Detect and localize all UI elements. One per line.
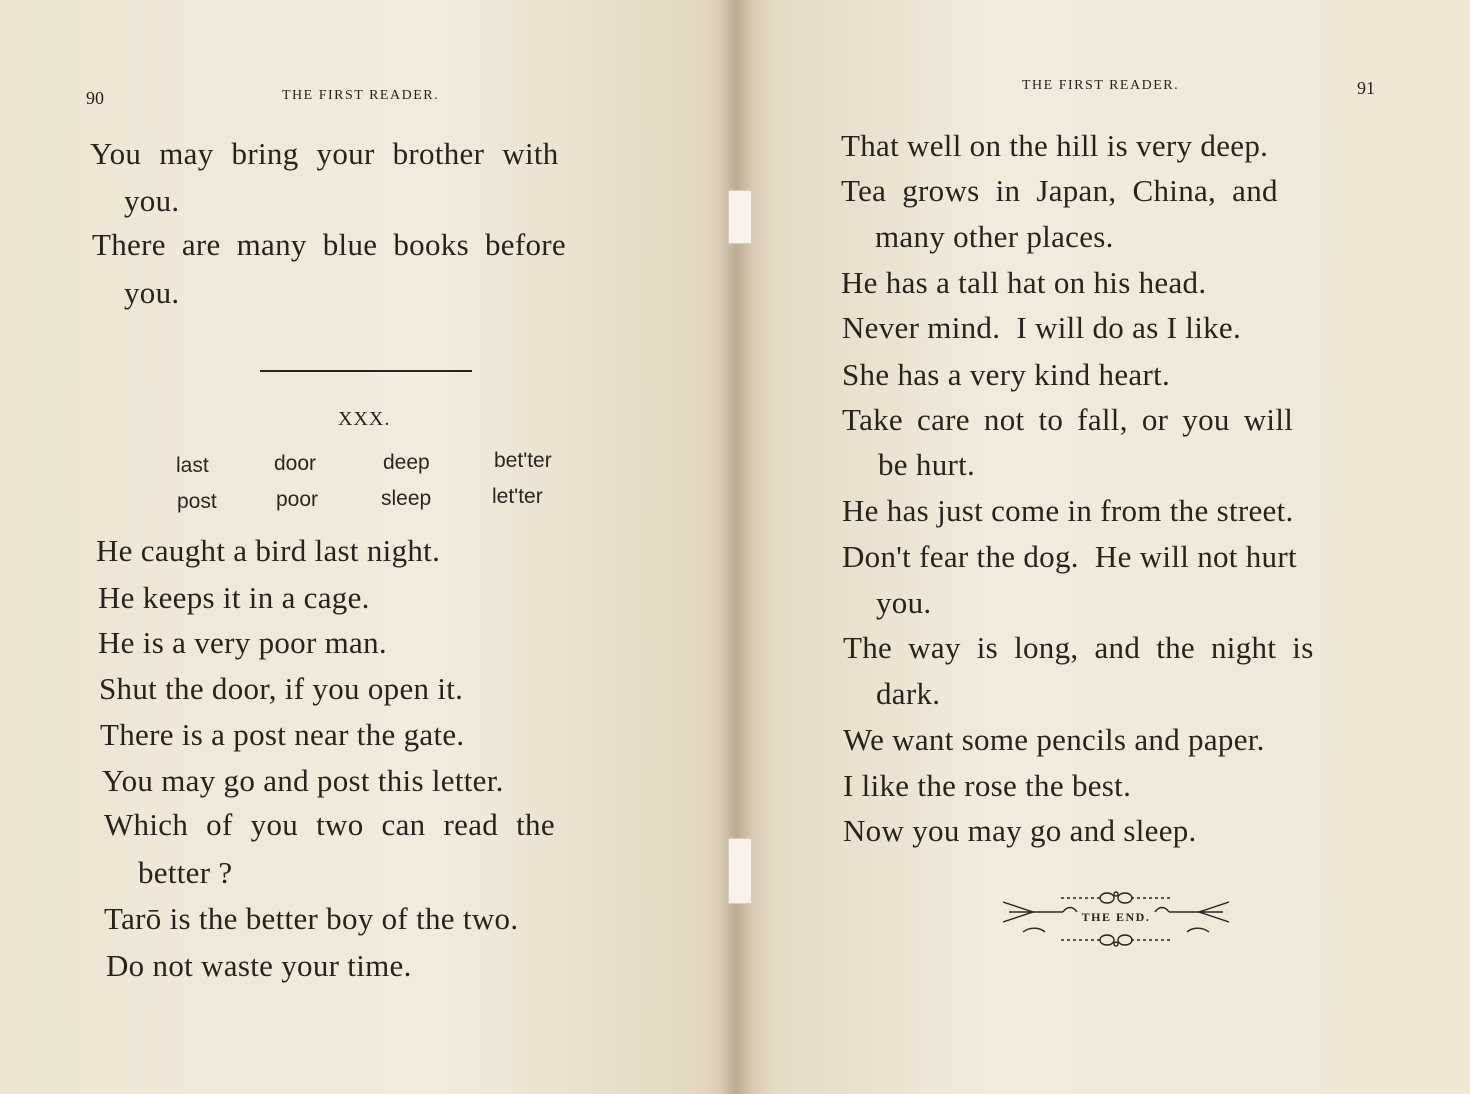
vocab-word: deep (383, 451, 430, 474)
text-line: The way is long, and the night is (843, 630, 1314, 665)
text-line: you. (876, 585, 932, 620)
text-line: He keeps it in a cage. (98, 580, 370, 615)
text-line: Shut the door, if you open it. (99, 671, 464, 706)
text-line: you. (124, 183, 180, 218)
text-line: Which of you two can read the (104, 807, 555, 842)
text-line: be hurt. (878, 447, 976, 482)
text-line: I like the rose the best. (843, 768, 1132, 803)
vocab-word: let'ter (492, 485, 543, 508)
page-number-right: 91 (1357, 78, 1375, 98)
the-end-ornament (1003, 888, 1229, 952)
book-gutter (722, 0, 752, 1094)
text-line: Tea grows in Japan, China, and (841, 173, 1278, 208)
binding-tape (728, 190, 752, 244)
vocab-word: poor (276, 488, 319, 511)
text-line: He has a tall hat on his head. (841, 265, 1207, 300)
section-divider (260, 370, 472, 372)
text-line: Tarō is the better boy of the two. (104, 901, 519, 936)
running-head-left: THE FIRST READER. (282, 88, 440, 103)
text-line: Don't fear the dog. He will not hurt (842, 539, 1297, 574)
text-line: Take care not to fall, or you will (842, 402, 1294, 437)
vocab-word: bet'ter (494, 449, 552, 472)
binding-tape (728, 838, 752, 904)
text-line: We want some pencils and paper. (843, 722, 1265, 757)
text-line: There is a post near the gate. (100, 717, 465, 752)
text-line: She has a very kind heart. (842, 357, 1171, 392)
text-line: better ? (138, 855, 233, 890)
text-line: you. (124, 275, 180, 310)
text-line: That well on the hill is very deep. (841, 128, 1269, 163)
the-end-label: THE END. (1081, 910, 1151, 924)
vocab-word: last (176, 454, 209, 477)
text-line: He has just come in from the street. (842, 493, 1294, 528)
vocab-word: post (177, 490, 217, 513)
text-line: There are many blue books before (92, 227, 566, 262)
text-line: You may bring your brother with (90, 136, 559, 171)
text-line: Never mind. I will do as I like. (842, 310, 1242, 345)
text-line: You may go and post this letter. (102, 763, 504, 798)
vocab-word: sleep (381, 487, 432, 510)
page-number-left: 90 (86, 88, 104, 108)
text-line: Do not waste your time. (106, 948, 412, 983)
running-head-right: THE FIRST READER. (1022, 78, 1180, 93)
text-line: dark. (876, 676, 941, 711)
vocab-word: door (274, 452, 317, 475)
lesson-number: XXX. (338, 408, 391, 430)
text-line: many other places. (875, 219, 1114, 254)
text-line: He caught a bird last night. (96, 533, 441, 568)
text-line: He is a very poor man. (98, 625, 387, 660)
text-line: Now you may go and sleep. (843, 813, 1197, 848)
